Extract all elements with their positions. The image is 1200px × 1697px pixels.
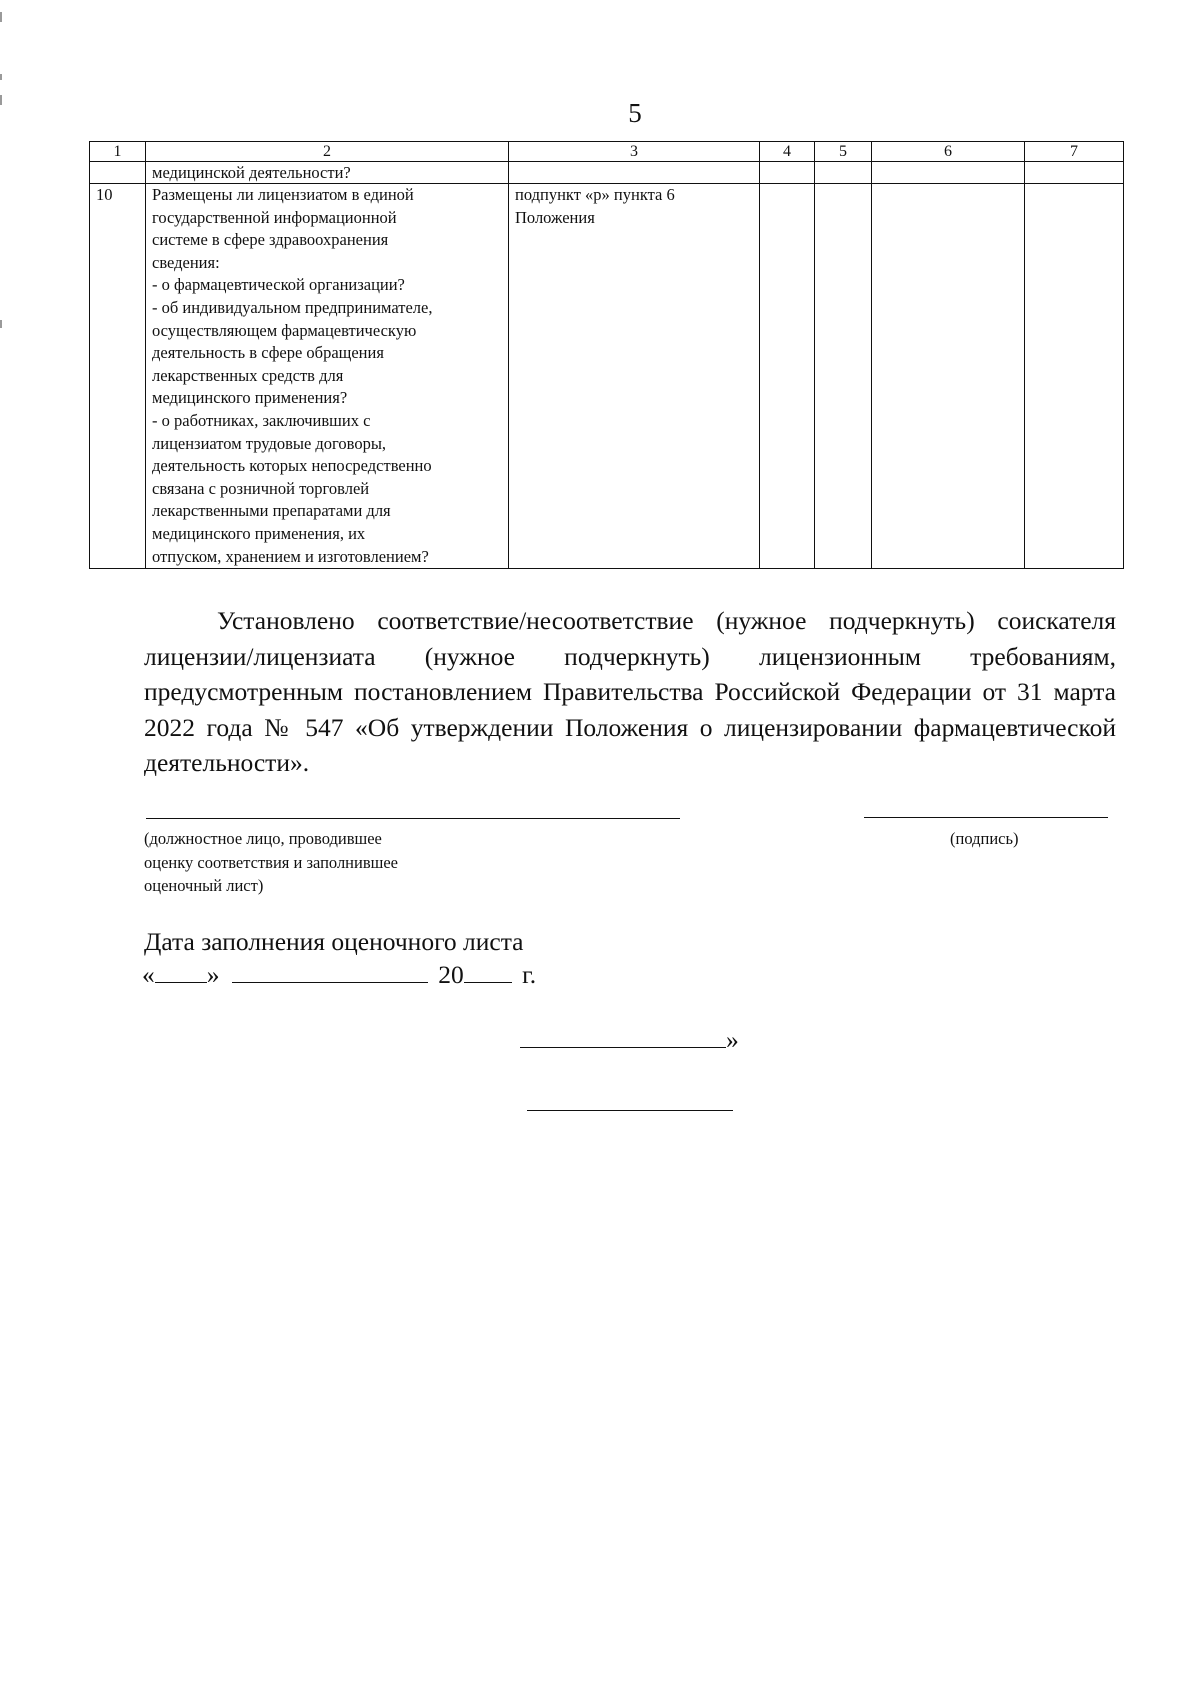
reference-cell — [509, 184, 760, 569]
empty-cell — [1025, 162, 1124, 184]
signature-caption: (подпись) — [950, 829, 1019, 848]
question-line: медицинского применения, их — [152, 523, 366, 543]
reference-cell — [509, 162, 760, 184]
month-blank — [232, 960, 428, 983]
empty-cell — [760, 162, 815, 184]
closing-blank — [520, 1025, 726, 1048]
column-header-1: 1 — [90, 142, 146, 162]
assessment-table — [89, 141, 1124, 569]
question-line: - об индивидуальном предпринимателе, — [152, 297, 433, 317]
page-number: 5 — [628, 98, 642, 128]
column-header-3: 3 — [509, 142, 760, 162]
closing-line — [520, 1024, 739, 1056]
table-row — [90, 184, 1124, 569]
question-line: осуществляющем фармацевтическую — [152, 320, 417, 340]
signature-line — [864, 817, 1108, 818]
question-line: - о работниках, заключивших с — [152, 410, 371, 430]
empty-cell — [815, 162, 872, 184]
empty-cell — [815, 184, 872, 569]
row-number-cell — [90, 162, 146, 184]
table-row — [90, 162, 1124, 184]
scan-artifact — [0, 12, 2, 22]
question-line: государственной информационной — [152, 207, 397, 227]
scan-artifact — [0, 320, 2, 328]
year-suffix: г. — [522, 960, 537, 989]
year-blank — [464, 960, 512, 983]
date-row — [142, 959, 536, 991]
row-number-cell: 10 — [90, 184, 146, 569]
question-line: медицинского применения? — [152, 388, 348, 408]
conclusion-paragraph: Установлено соответствие/несоответствие (нужное подчеркнуть) соискателя лицензии/лицензиата (нужное подчеркнуть) лицензионным требованиям, предусмотренным постановлением Правительства Российской Федерации от 31 марта 2022 года № 547 «Об утверждении Положения о лицензировании фармацевтической деятельности». — [144, 606, 1116, 777]
closing-quote: » — [726, 1025, 739, 1054]
column-header-2: 2 — [146, 142, 509, 162]
question-line: сведения: — [152, 252, 220, 272]
empty-cell — [1025, 184, 1124, 569]
column-header-6: 6 — [872, 142, 1025, 162]
close-quote: » — [206, 960, 220, 989]
official-caption-line: оценочный лист) — [144, 876, 264, 895]
date-label: Дата заполнения оценочного листа — [144, 927, 524, 956]
day-blank — [155, 960, 207, 983]
table-header-row — [90, 142, 1124, 162]
official-caption — [144, 827, 398, 898]
question-line: связана с розничной торговлей — [152, 478, 370, 498]
column-header-7: 7 — [1025, 142, 1124, 162]
question-line: - о фармацевтической организации? — [152, 275, 405, 295]
official-caption-line: (должностное лицо, проводившее — [144, 829, 382, 848]
question-line: отпуском, хранением и изготовлением? — [152, 546, 429, 566]
question-line: системе в сфере здравоохранения — [152, 230, 389, 250]
scan-artifact — [0, 95, 2, 105]
question-line: лекарственных средств для — [152, 365, 344, 385]
question-line: Размещены ли лицензиатом в единой — [152, 185, 414, 204]
question-cell — [146, 184, 509, 569]
official-signature-line — [146, 818, 680, 819]
question-cell: медицинской деятельности? — [146, 162, 509, 184]
official-caption-line: оценку соответствия и заполнившее — [144, 852, 398, 872]
reference-line: подпункт «р» пункта 6 — [515, 185, 675, 204]
reference-line: Положения — [515, 207, 595, 227]
question-line: деятельность которых непосредственно — [152, 456, 432, 476]
column-header-5: 5 — [815, 142, 872, 162]
scan-artifact — [0, 74, 2, 80]
question-line: деятельность в сфере обращения — [152, 343, 384, 363]
empty-cell — [872, 184, 1025, 569]
empty-cell — [872, 162, 1025, 184]
question-line: лицензиатом трудовые договоры, — [152, 433, 387, 453]
bottom-line — [527, 1110, 733, 1111]
open-quote: « — [142, 960, 155, 989]
column-header-4: 4 — [760, 142, 815, 162]
empty-cell — [760, 184, 815, 569]
year-prefix: 20 — [438, 960, 464, 989]
question-line: лекарственными препаратами для — [152, 501, 391, 521]
